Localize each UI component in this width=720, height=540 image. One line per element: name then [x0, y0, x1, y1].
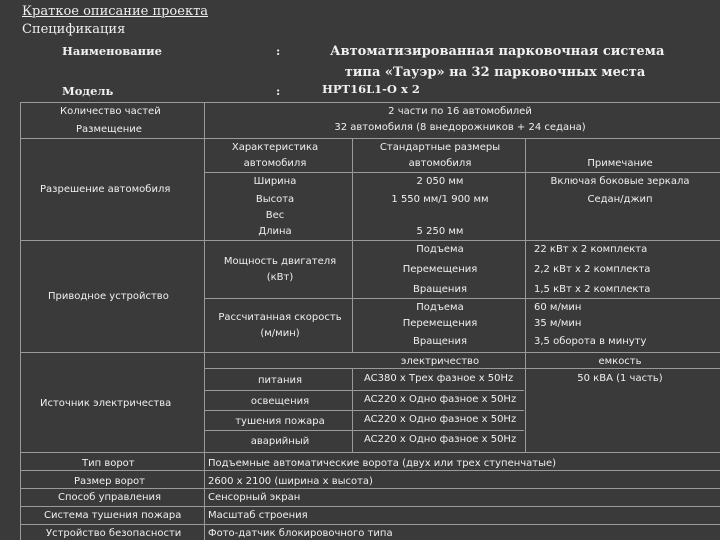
power-label-2: (кВт)	[266, 272, 294, 283]
power-rotate: Вращения	[413, 284, 467, 295]
model-label: Модель	[62, 84, 114, 98]
safety-label: Устройство безопасности	[46, 528, 182, 539]
model-colon: :	[276, 84, 281, 98]
gate-type-value: Подъемные автоматические ворота (двух или трех ступенчатые)	[208, 458, 557, 469]
length-label: Длина	[258, 226, 292, 237]
name-value-line2: типа «Тауэр» на 32 парковочных места	[344, 65, 646, 80]
speed-lift: Подъема	[416, 302, 464, 313]
width-note: Включая боковые зеркала	[550, 176, 690, 187]
speed-label-1: Рассчитанная скорость	[218, 312, 342, 323]
speed-lift-value: 60 м/мин	[534, 302, 582, 313]
height-value: 1 550 мм/1 900 мм	[391, 194, 489, 205]
width-label: Ширина	[253, 176, 297, 187]
speed-move-value: 35 м/мин	[534, 318, 582, 329]
page-subtitle: Спецификация	[22, 22, 126, 37]
height-label: Высота	[255, 194, 295, 205]
weight-label: Вес	[265, 210, 285, 221]
fire-value: AC220 x Одно фазное x 50Hz	[364, 414, 517, 425]
fire-system-value: Масштаб строения	[208, 510, 308, 521]
height-note: Седан/джип	[587, 194, 653, 205]
std-size-header-1: Стандартные размеры	[379, 142, 501, 153]
name-colon: :	[276, 44, 281, 58]
name-label: Наименование	[62, 44, 162, 58]
lighting-value: AC220 x Одно фазное x 50Hz	[364, 394, 517, 405]
speed-rotate: Вращения	[413, 336, 467, 347]
power-source-label: Источник электричества	[40, 398, 172, 409]
page-title: Краткое описание проекта	[22, 4, 209, 19]
safety-value: Фото-датчик блокировочного типа	[208, 528, 393, 539]
parts-count-value: 2 части по 16 автомобилей	[388, 106, 532, 117]
supply-label: питания	[257, 375, 303, 386]
power-lift-value: 22 кВт x 2 комплекта	[534, 244, 648, 255]
car-char-header-2: автомобиля	[243, 158, 307, 169]
supply-capacity: 50 кВА (1 часть)	[577, 373, 663, 384]
width-value: 2 050 мм	[416, 176, 464, 187]
emergency-value: AC220 x Одно фазное x 50Hz	[364, 434, 517, 445]
car-char-header-1: Характеристика	[231, 142, 319, 153]
power-move-value: 2,2 кВт x 2 комплекта	[534, 264, 651, 275]
fire-label: тушения пожара	[235, 416, 325, 427]
fire-system-label: Система тушения пожара	[44, 510, 182, 521]
name-value-line1: Автоматизированная парковочная система	[330, 44, 665, 59]
std-size-header-2: автомобиля	[408, 158, 472, 169]
gate-size-label: Размер ворот	[74, 476, 146, 487]
power-rotate-value: 1,5 кВт x 2 комплекта	[534, 284, 651, 295]
parts-count-label: Количество частей	[60, 106, 161, 117]
speed-rotate-value: 3,5 оборота в минуту	[534, 336, 647, 347]
placement-value: 32 автомобиля (8 внедорожников + 24 седана)	[334, 122, 586, 133]
electricity-header: электричество	[400, 356, 480, 367]
length-value: 5 250 мм	[416, 226, 464, 237]
gate-size-value: 2600 x 2100 (ширина x высота)	[208, 476, 373, 487]
capacity-header: емкость	[598, 356, 642, 367]
emergency-label: аварийный	[250, 436, 310, 447]
control-value: Сенсорный экран	[208, 492, 301, 503]
lighting-label: освещения	[250, 396, 310, 407]
car-resolution-label: Разрешение автомобиля	[40, 184, 171, 195]
control-label: Способ управления	[58, 492, 162, 503]
speed-move: Перемещения	[402, 318, 478, 329]
supply-value: AC380 x Трех фазное x 50Hz	[364, 373, 514, 384]
model-value: HPT16L1-O x 2	[322, 82, 420, 96]
note-header: Примечание	[587, 158, 653, 169]
power-label-1: Мощность двигателя	[223, 256, 337, 267]
power-move: Перемещения	[402, 264, 478, 275]
gate-type-label: Тип ворот	[82, 458, 135, 469]
power-lift: Подъема	[416, 244, 464, 255]
placement-label: Размещение	[76, 124, 142, 135]
drive-label: Приводное устройство	[48, 291, 169, 302]
speed-label-2: (м/мин)	[260, 328, 300, 339]
